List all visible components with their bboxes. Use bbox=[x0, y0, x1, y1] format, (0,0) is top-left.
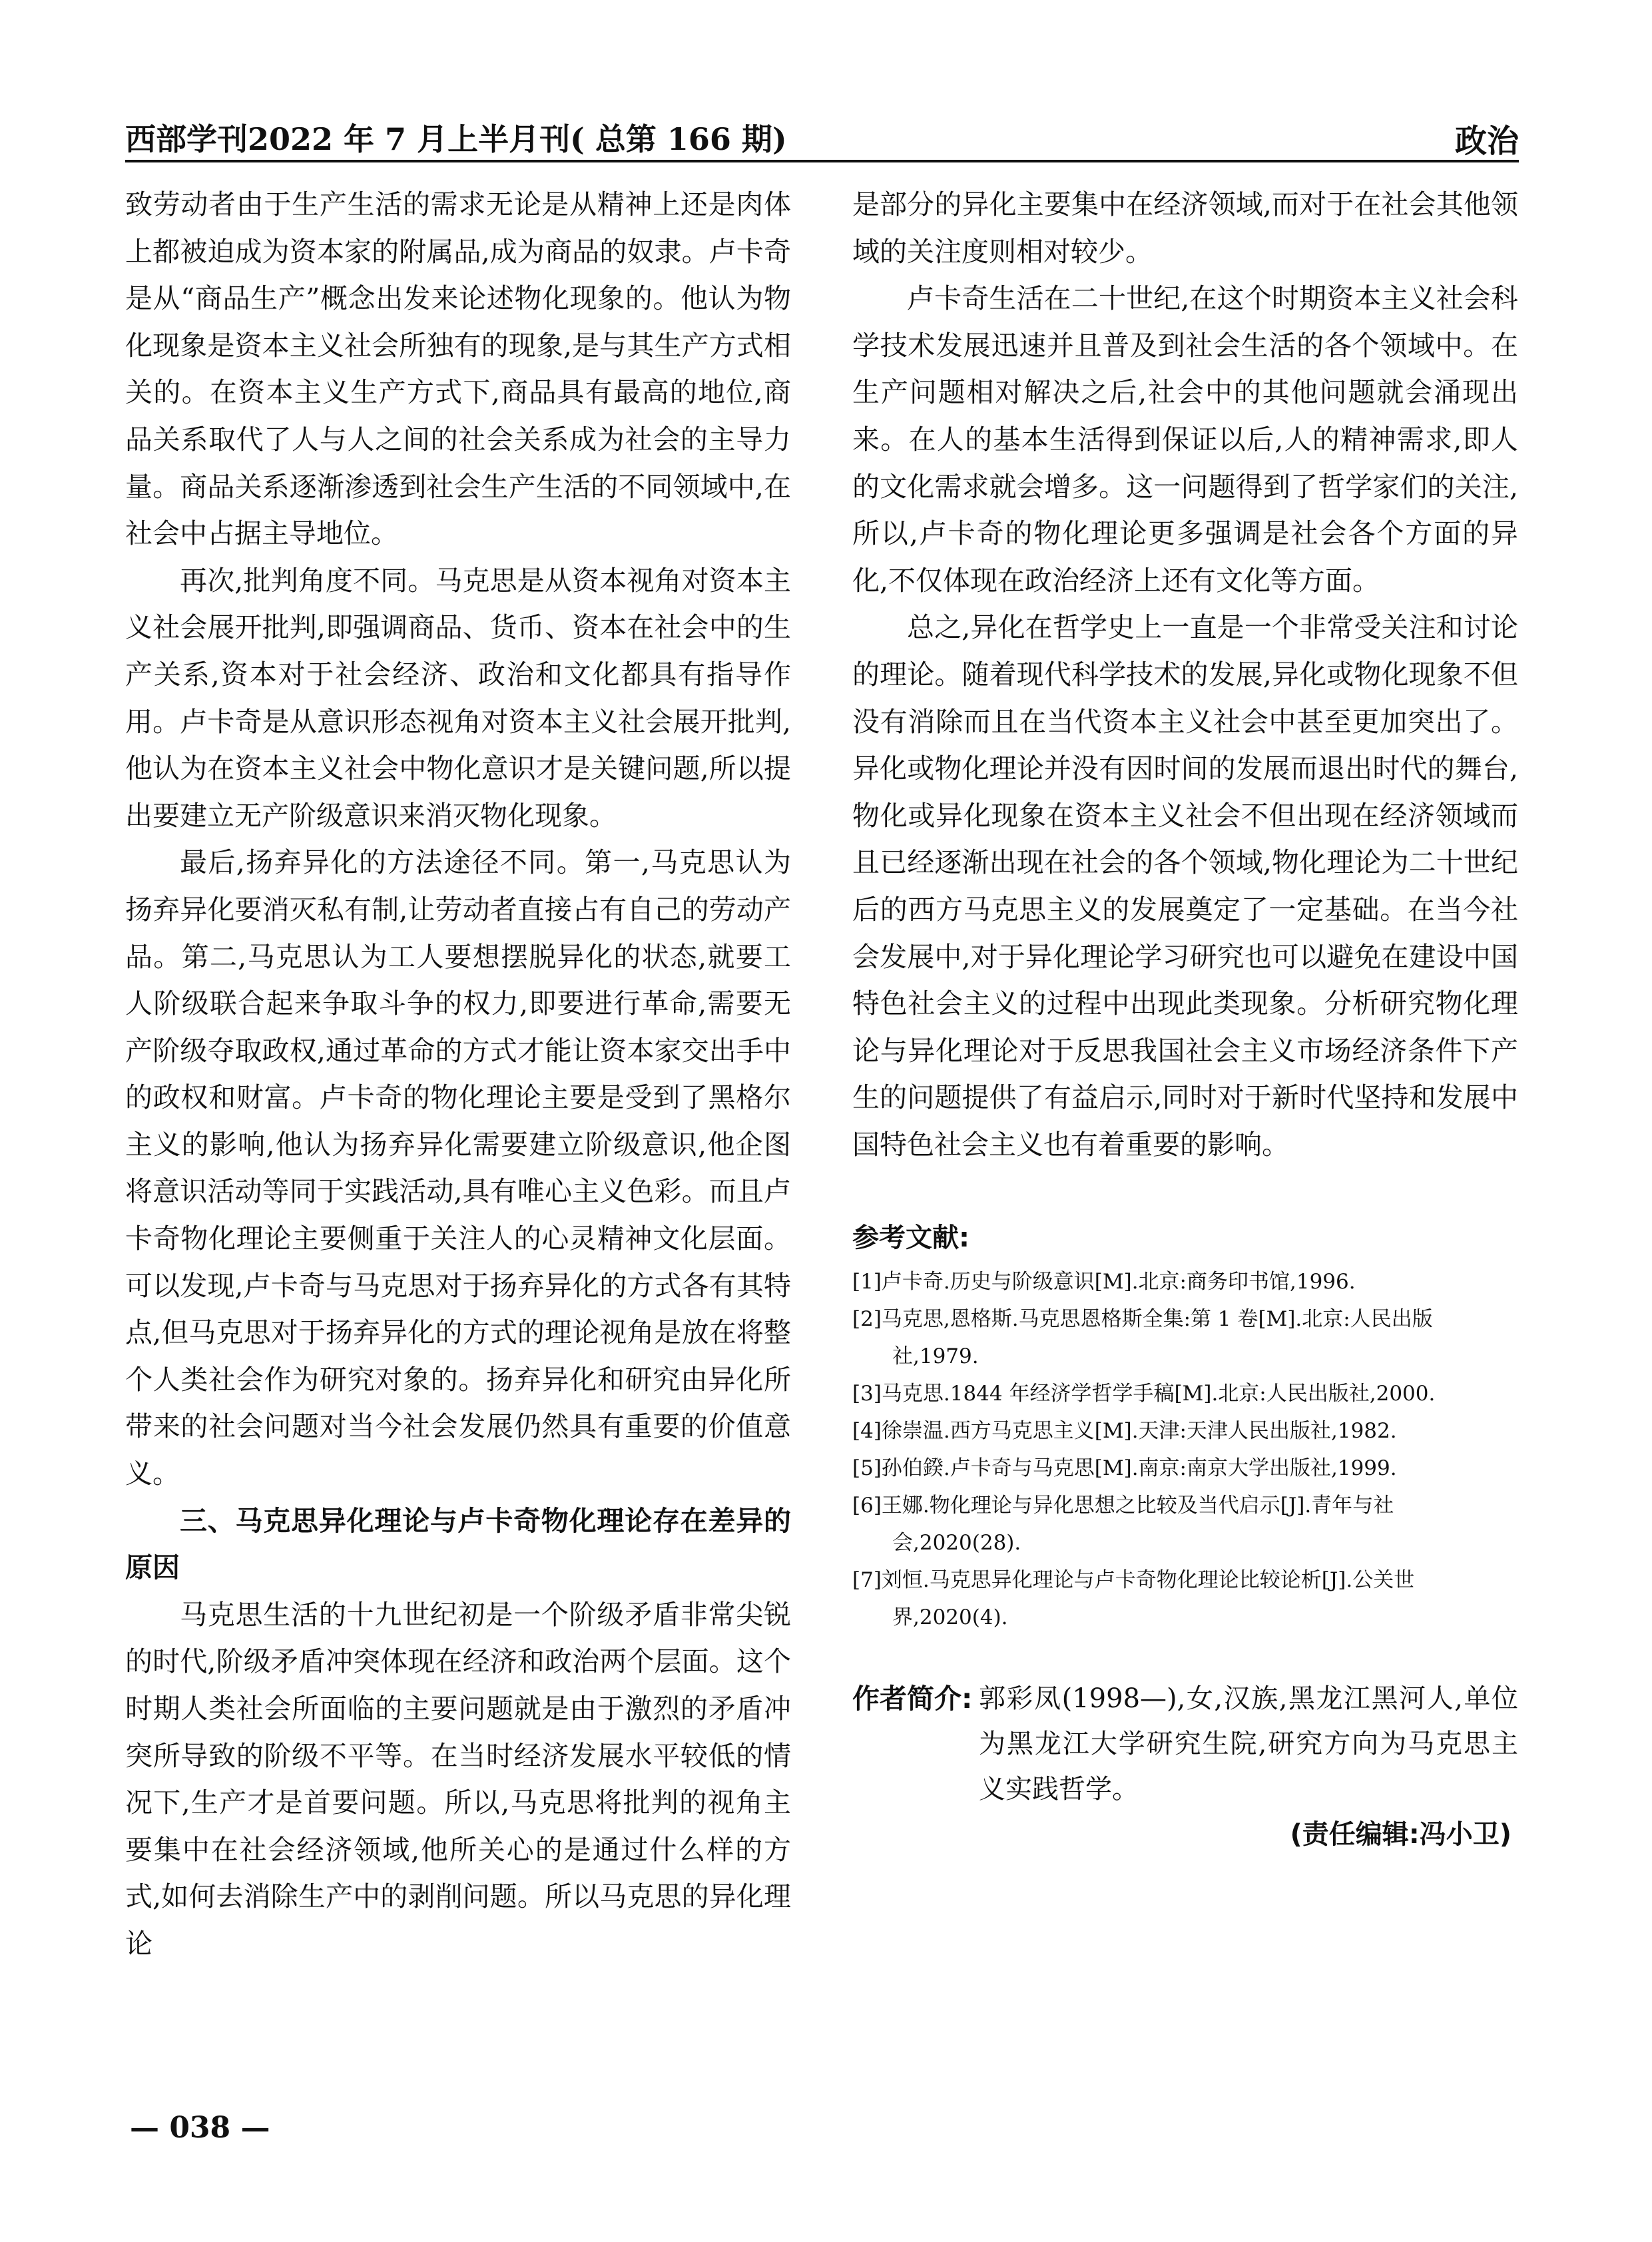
left-column bbox=[125, 181, 791, 1968]
body-paragraph: 马克思生活的十九世纪初是一个阶级矛盾非常尖锐的时代,阶级矛盾冲突体现在经济和政治两个层面。这个时期人类社会所面临的主要问题就是由于激烈的矛盾冲突所导致的阶级不平等。在当时经济发展水平较低的情况下,生产才是首要问题。所以,马克思将批判的视角主要集中在社会经济领域,他所关心的是通过什么样的方式,如何去消除生产中的剥削问题。所以马克思的异化理论 bbox=[125, 1598, 791, 1960]
author-label: 作者简介: bbox=[852, 1683, 973, 1715]
reference-item: [5]孙伯鍨.卢卡奇与马克思[M].南京:南京大学出版社,1999. bbox=[852, 1456, 1397, 1481]
body-paragraph: 总之,异化在哲学史上一直是一个非常受关注和讨论的理论。随着现代科学技术的发展,异化或物化现象不但没有消除而且在当代资本主义社会中甚至更加突出了。异化或物化理论并没有因时间的发展而退出时代的舞台,物化或异化现象在资本主义社会不但出现在经济领域而且已经逐渐出现在社会的各个领域,物化理论为二十世纪后的西方马克思主义的发展奠定了一定基础。在当今社会发展中,对于异化理论学习研究也可以避免在建设中国特色社会主义的过程中出现此类现象。分析研究物化理论与异化理论对于反思我国社会主义市场经济条件下产生的问题提供了有益启示,同时对于新时代坚持和发展中国特色社会主义也有着重要的影响。 bbox=[852, 611, 1518, 1161]
page-header bbox=[125, 110, 1519, 158]
references-heading: 参考文献: bbox=[852, 1223, 969, 1254]
journal-title: 西部学刊2022 年 7 月上半月刊( 总第 166 期) bbox=[125, 121, 787, 157]
section-heading: 三、马克思异化理论与卢卡奇物化理论存在差异的原因 bbox=[125, 1504, 791, 1584]
reference-item: [6]王娜.物化理论与异化思想之比较及当代启示[J].青年与社会,2020(28). bbox=[852, 1494, 1394, 1555]
reference-item: [7]刘恒.马克思异化理论与卢卡奇物化理论比较论析[J].公关世界,2020(4). bbox=[852, 1568, 1415, 1630]
body-paragraph: 再次,批判角度不同。马克思是从资本视角对资本主义社会展开批判,即强调商品、货币、资本在社会中的生产关系,资本对于社会经济、政治和文化都具有指导作用。卢卡奇是从意识形态视角对资本主义社会展开批判,他认为在资本主义社会中物化意识才是关键问题,所以提出要建立无产阶级意识来消灭物化现象。 bbox=[125, 564, 791, 832]
body-paragraph: 是部分的异化主要集中在经济领域,而对于在社会其他领域的关注度则相对较少。 bbox=[852, 188, 1518, 268]
body-paragraph: 最后,扬弃异化的方法途径不同。第一,马克思认为扬弃异化要消灭私有制,让劳动者直接占有自己的劳动产品。第二,马克思认为工人要想摆脱异化的状态,就要工人阶级联合起来争取斗争的权力,即要进行革命,需要无产阶级夺取政权,通过革命的方式才能让资本家交出手中的政权和财富。卢卡奇的物化理论主要是受到了黑格尔主义的影响,他认为扬弃异化需要建立阶级意识,他企图将意识活动等同于实践活动,具有唯心主义色彩。而且卢卡奇物化理论主要侧重于关注人的心灵精神文化层面。可以发现,卢卡奇与马克思对于扬弃异化的方式各有其特点,但马克思对于扬弃异化的方式的理论视角是放在将整个人类社会作为研究对象的。扬弃异化和研究由异化所带来的社会问题对当今社会发展仍然具有重要的价值意义。 bbox=[125, 846, 791, 1490]
page-number: — 038 — bbox=[130, 2111, 270, 2145]
reference-item: [4]徐崇温.西方马克思主义[M].天津:天津人民出版社,1982. bbox=[852, 1419, 1397, 1444]
right-column bbox=[852, 181, 1518, 1857]
header-rule bbox=[125, 160, 1519, 162]
section-label: 政治 bbox=[1454, 123, 1519, 160]
editor-credit: (责任编辑:冯小卫) bbox=[1290, 1819, 1512, 1850]
reference-item: [1]卢卡奇.历史与阶级意识[M].北京:商务印书馆,1996. bbox=[852, 1270, 1356, 1294]
reference-list bbox=[852, 1263, 1518, 1636]
body-paragraph: 卢卡奇生活在二十世纪,在这个时期资本主义社会科学技术发展迅速并且普及到社会生活的各个领域中。在生产问题相对解决之后,社会中的其他问题就会涌现出来。在人的基本生活得到保证以后,人的精神需求,即人的文化需求就会增多。这一问题得到了哲学家们的关注,所以,卢卡奇的物化理论更多强调是社会各个方面的异化,不仅体现在政治经济上还有文化等方面。 bbox=[852, 282, 1518, 597]
author-bio-block bbox=[852, 1676, 1518, 1812]
author-bio: 郭彩凤(1998—),女,汉族,黑龙江黑河人,单位为黑龙江大学研究生院,研究方向为马克思主义实践哲学。 bbox=[979, 1683, 1518, 1805]
reference-item: [3]马克思.1844 年经济学哲学手稿[M].北京:人民出版社,2000. bbox=[852, 1382, 1436, 1406]
body-paragraph: 致劳动者由于生产生活的需求无论是从精神上还是肉体上都被迫成为资本家的附属品,成为商品的奴隶。卢卡奇是从“商品生产”概念出发来论述物化现象的。他认为物化现象是资本主义社会所独有的现象,是与其生产方式相关的。在资本主义生产方式下,商品具有最高的地位,商品关系取代了人与人之间的社会关系成为社会的主导力量。商品关系逐渐渗透到社会生产生活的不同领域中,在社会中占据主导地位。 bbox=[125, 188, 791, 550]
reference-item: [2]马克思,恩格斯.马克思恩格斯全集:第 1 卷[M].北京:人民出版社,1979. bbox=[852, 1307, 1433, 1369]
